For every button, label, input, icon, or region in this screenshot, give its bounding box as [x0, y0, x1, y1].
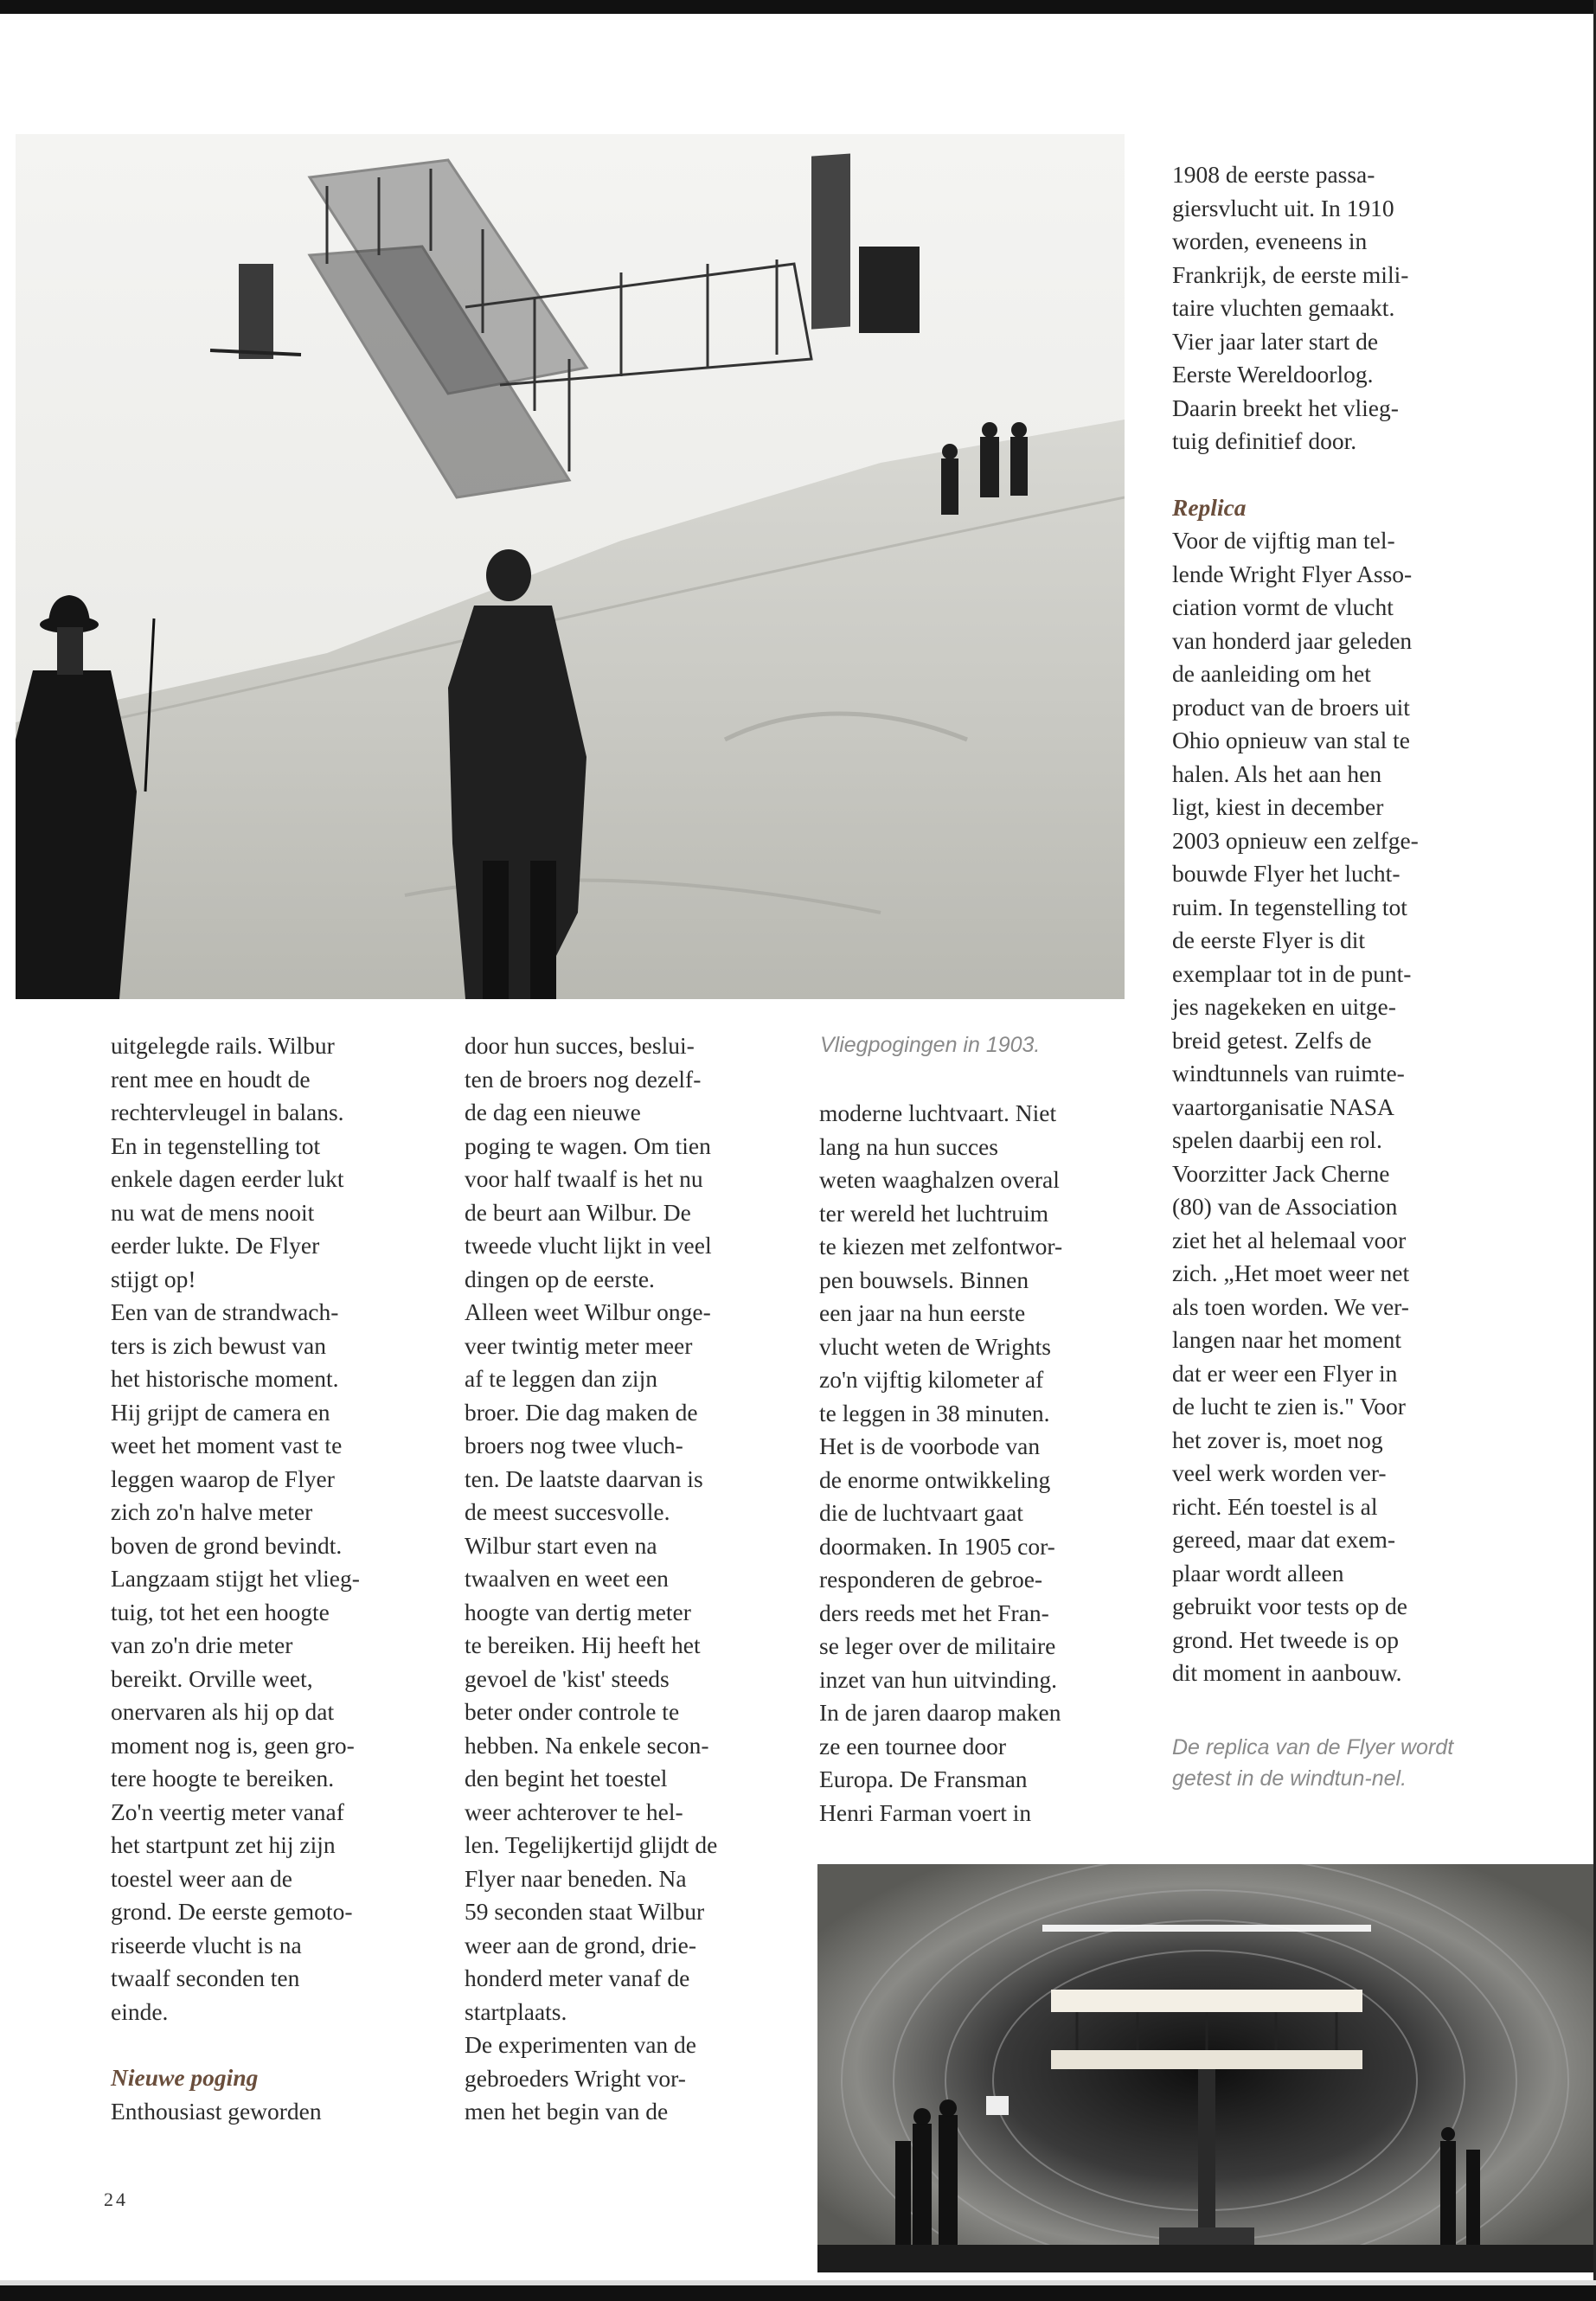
text-line: worden, eveneens in — [1172, 228, 1368, 254]
text-line: Zo'n veertig meter vanaf — [111, 1798, 344, 1825]
text-line: plaar wordt alleen — [1172, 1559, 1344, 1586]
text-line: Wilbur start even na — [465, 1531, 657, 1559]
text-line: exemplaar tot in de punt- — [1172, 959, 1412, 987]
text-line: tere hoogte te bereiken. — [111, 1765, 335, 1791]
text-line: te leggen in 38 minuten. — [819, 1399, 1050, 1426]
text-line: eerder lukte. De Flyer — [111, 1232, 320, 1259]
text-line: bouwde Flyer het lucht- — [1172, 860, 1401, 887]
wright-glider-photo — [16, 134, 1125, 999]
text-line: ters is zich bewust van — [111, 1331, 326, 1359]
text-line: zo'n vijftig kilometer af — [819, 1366, 1044, 1393]
text-line: de aanleiding om het — [1172, 660, 1371, 687]
text-line: responderen de gebroe- — [819, 1566, 1043, 1593]
text-line: de meest succesvolle. — [465, 1498, 670, 1525]
text-line: In de jaren daarop maken — [819, 1699, 1061, 1726]
text-line: ruim. In tegenstelling tot — [1172, 893, 1407, 920]
text-line: moment nog is, geen gro- — [111, 1731, 355, 1759]
text-line: moderne luchtvaart. Niet — [819, 1099, 1057, 1126]
text-line: de enorme ontwikkeling — [819, 1465, 1051, 1493]
text-line: het startpunt zet hij zijn — [111, 1831, 336, 1858]
text-line: toestel weer aan de — [111, 1864, 292, 1892]
text-line: gebroeders Wright vor- — [465, 2064, 686, 2092]
text-line: tweede vlucht lijkt in veel — [465, 1232, 712, 1259]
text-line: boven de grond bevindt. — [111, 1531, 343, 1559]
text-line: Voor de vijftig man tel- — [1172, 527, 1395, 554]
text-line: En in tegenstelling tot — [111, 1131, 321, 1159]
column-1 — [111, 1029, 439, 2128]
text-line: Europa. De Fransman — [819, 1766, 1028, 1792]
text-line: se leger over de militaire — [819, 1632, 1056, 1659]
text-line: ders reeds met het Fran- — [819, 1599, 1049, 1626]
text-line: broer. Die dag maken de — [465, 1398, 698, 1426]
text-line: twaalven en weet een — [465, 1565, 669, 1592]
text-line: die de luchtvaart gaat — [819, 1499, 1023, 1526]
text-line: zich zo'n halve meter — [111, 1498, 313, 1525]
text-line: Langzaam stijgt het vlieg- — [111, 1565, 360, 1592]
text-line: Het is de voorbode van — [819, 1433, 1041, 1459]
text-line: product van de broers uit — [1172, 693, 1410, 721]
text-line: jes nagekeken en uitge- — [1172, 993, 1396, 1020]
text-line: Ohio opnieuw van stal te — [1172, 727, 1410, 753]
text-line: poging te wagen. Om tien — [465, 1131, 711, 1159]
text-line: ten. De laatste daarvan is — [465, 1465, 703, 1492]
text-line: een jaar na hun eerste — [819, 1299, 1026, 1326]
text-line: lende Wright Flyer Asso- — [1172, 560, 1413, 587]
text-line: beter onder controle te — [465, 1698, 680, 1725]
text-line: Vier jaar later start de — [1172, 327, 1379, 355]
text-line: Flyer naar beneden. Na — [465, 1864, 687, 1892]
text-line: grond. Het tweede is op — [1172, 1625, 1399, 1653]
text-line: voor half twaalf is het nu — [465, 1165, 703, 1192]
text-line: ziet het al helemaal voor — [1172, 1226, 1407, 1253]
text-line: riseerde vlucht is na — [111, 1931, 302, 1958]
top-border — [0, 0, 1596, 14]
top-photo-caption: Vliegpogingen in 1903. — [820, 1033, 1041, 1057]
text-line: doormaken. In 1905 cor- — [819, 1532, 1055, 1560]
text-line: leggen waarop de Flyer — [111, 1465, 335, 1492]
text-line: gereed, maar dat exem- — [1172, 1526, 1396, 1553]
text-line: veer twintig meter meer — [465, 1331, 693, 1359]
text-line: broers nog twee vluch- — [465, 1432, 683, 1458]
text-line: Frankrijk, de eerste mili- — [1172, 260, 1409, 288]
text-line: hebben. Na enkele secon- — [465, 1731, 709, 1759]
text-line: gebruikt voor tests op de — [1172, 1593, 1407, 1619]
text-line: van honderd jaar geleden — [1172, 626, 1413, 654]
text-line: stijgt op! — [111, 1265, 196, 1292]
text-line: Eerste Wereldoorlog. — [1172, 361, 1374, 388]
text-line: De experimenten van de — [465, 2031, 697, 2058]
text-line: men het begin van de — [465, 2098, 669, 2125]
text-line: giersvlucht uit. In 1910 — [1172, 194, 1394, 221]
text-line: het zover is, moet nog — [1172, 1426, 1383, 1453]
text-line: te kiezen met zelfontwor- — [819, 1233, 1063, 1259]
text-line: grond. De eerste gemoto- — [111, 1898, 353, 1925]
text-line: inzet van hun uitvinding. — [819, 1665, 1057, 1693]
text-line: len. Tegelijkertijd glijdt de — [465, 1831, 718, 1858]
text-line: twaalf seconden ten — [111, 1965, 300, 1991]
text-line: de eerste Flyer is dit — [1172, 926, 1365, 953]
text-line: vlucht weten de Wrights — [819, 1332, 1051, 1360]
text-line: Daarin breekt het vlieg- — [1172, 394, 1399, 421]
text-line: taire vluchten gemaakt. — [1172, 294, 1395, 321]
text-line: dat er weer een Flyer in — [1172, 1359, 1398, 1387]
text-line: Voorzitter Jack Cherne — [1172, 1159, 1390, 1187]
text-line: dingen op de eerste. — [465, 1265, 655, 1292]
text-line: honderd meter vanaf de — [465, 1965, 690, 1991]
text-line: enkele dagen eerder lukt — [111, 1165, 344, 1192]
text-line: vaartorganisatie NASA — [1172, 1093, 1394, 1120]
text-line: door hun succes, beslui- — [465, 1032, 695, 1059]
text-line: tuig definitief door. — [1172, 427, 1357, 454]
text-line: gevoel de 'kist' steeds — [465, 1664, 670, 1692]
text-line: te bereiken. Hij heeft het — [465, 1631, 701, 1658]
text-line: windtunnels van ruimte- — [1172, 1060, 1405, 1086]
text-line: langen naar het moment — [1172, 1326, 1401, 1353]
text-line: halen. Als het aan hen — [1172, 760, 1382, 787]
text-line: ten de broers nog dezelf- — [465, 1065, 702, 1093]
text-line: bereikt. Orville weet, — [111, 1664, 313, 1692]
text-line: Een van de strandwach- — [111, 1298, 339, 1325]
text-line: de beurt aan Wilbur. De — [465, 1198, 691, 1226]
text-line: zich. „Het moet weer net — [1172, 1259, 1410, 1286]
text-line: Henri Farman voert in — [819, 1798, 1032, 1826]
column-3 — [819, 1097, 1148, 1830]
text-line: den begint het toestel — [465, 1765, 668, 1791]
text-line: einde. — [111, 1997, 169, 2025]
text-line: als toen worden. We ver- — [1172, 1292, 1409, 1320]
text-line: hoogte van dertig meter — [465, 1598, 691, 1625]
bottom-border — [0, 2285, 1596, 2301]
text-line: veel werk worden ver- — [1172, 1459, 1387, 1486]
text-line: (80) van de Association — [1172, 1193, 1398, 1220]
text-line: de lucht te zien is." Voor — [1172, 1393, 1406, 1420]
subheading-nieuwe-poging: Nieuwe poging — [111, 2064, 259, 2091]
text-line: uitgelegde rails. Wilbur — [111, 1032, 335, 1059]
text-line: de dag een nieuwe — [465, 1099, 641, 1125]
text-line: Hij grijpt de camera en — [111, 1398, 330, 1426]
text-line: ter wereld het luchtruim — [819, 1199, 1048, 1227]
text-line: rent mee en houdt de — [111, 1065, 311, 1093]
text-line: 1908 de eerste passa- — [1172, 161, 1375, 188]
text-line: ze een tournee door — [819, 1732, 1007, 1759]
text-line: breid getest. Zelfs de — [1172, 1026, 1372, 1054]
text-line: weten waaghalzen overal — [819, 1166, 1060, 1193]
text-line: ligt, kiest in december — [1172, 793, 1384, 820]
text-line: lang na hun succes — [819, 1132, 998, 1160]
page-number: 24 — [104, 2189, 128, 2210]
text-line: weet het moment vast te — [111, 1432, 343, 1458]
text-line: dit moment in aanbouw. — [1172, 1659, 1402, 1686]
right-column-top — [1172, 158, 1518, 1690]
text-line: ciation vormt de vlucht — [1172, 593, 1394, 620]
text-line: weer aan de grond, drie- — [465, 1931, 696, 1958]
text-line: het historische moment. — [111, 1365, 339, 1392]
text-line: af te leggen dan zijn — [465, 1365, 657, 1392]
text-line: Enthousiast geworden — [111, 2097, 322, 2125]
subheading-replica: Replica — [1172, 493, 1247, 521]
text-line: startplaats. — [465, 1997, 567, 2025]
text-line: nu wat de mens nooit — [111, 1198, 315, 1226]
text-line: pen bouwsels. Binnen — [819, 1266, 1029, 1293]
text-line: rechtervleugel in balans. — [111, 1099, 344, 1125]
text-line: tuig, tot het een hoogte — [111, 1598, 330, 1625]
bottom-photo-caption: De replica van de Flyer wordt getest in de windtun-nel. — [1172, 1735, 1454, 1791]
text-line: 2003 opnieuw een zelfge- — [1172, 826, 1419, 854]
text-line: weer achterover te hel- — [465, 1798, 683, 1825]
column-2 — [465, 1029, 793, 2129]
text-line: van zo'n drie meter — [111, 1631, 293, 1658]
text-line: richt. Eén toestel is al — [1172, 1492, 1378, 1520]
text-line: spelen daarbij een rol. — [1172, 1126, 1382, 1153]
wind-tunnel-photo — [817, 1864, 1593, 2272]
text-line: onervaren als hij op dat — [111, 1698, 335, 1725]
text-line: 59 seconden staat Wilbur — [465, 1898, 705, 1925]
text-line: Alleen weet Wilbur onge- — [465, 1298, 711, 1325]
